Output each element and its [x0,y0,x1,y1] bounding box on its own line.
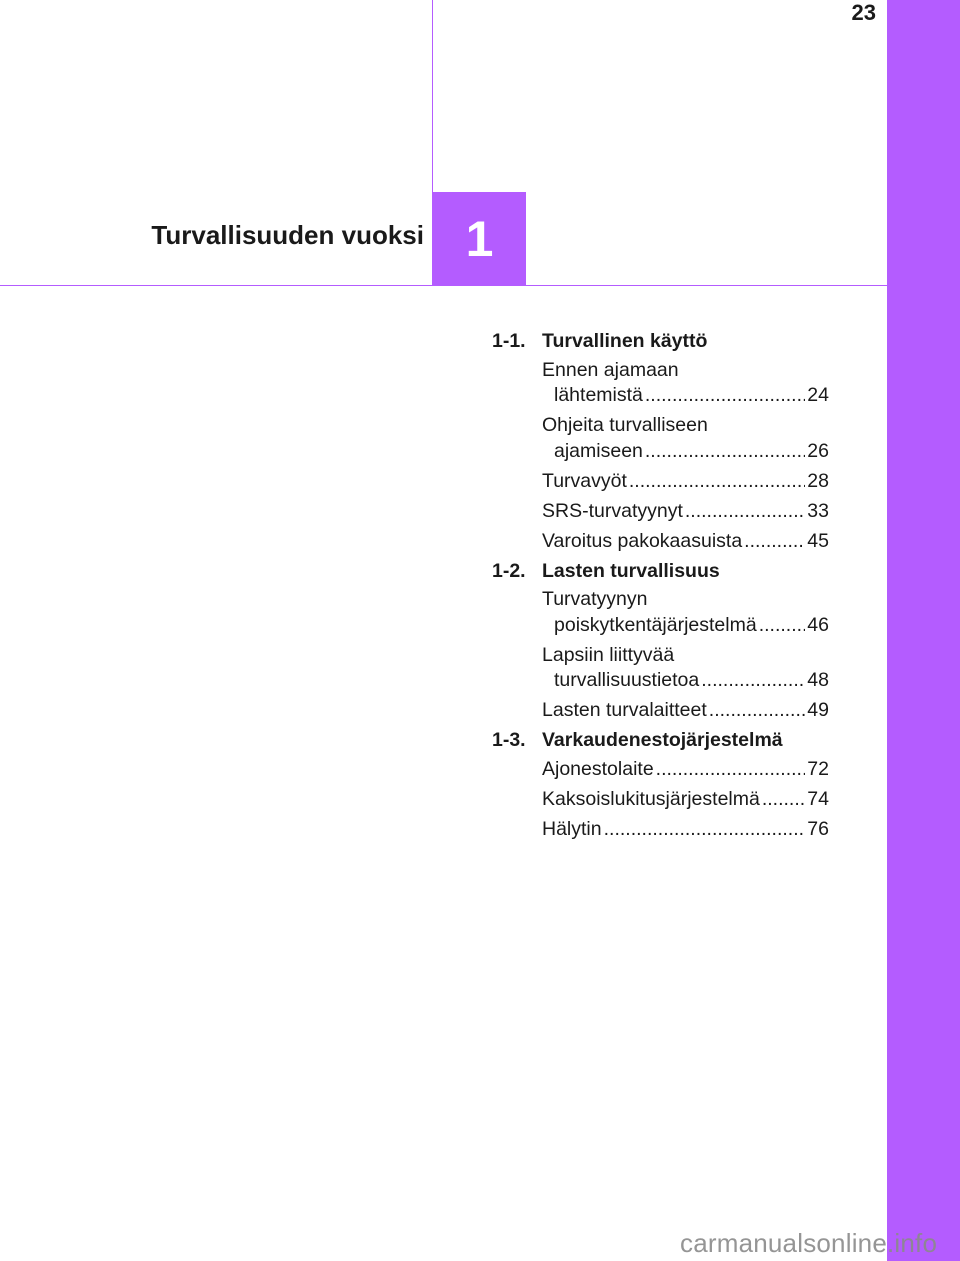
toc-section-number: 1-3. [492,729,526,751]
toc-section [492,329,829,554]
chapter-number-box [433,192,526,285]
toc-entry[interactable] [492,587,829,638]
toc-entry[interactable] [492,413,829,464]
toc-entry-title-line: Turvatyynyn [542,588,648,610]
chapter-title: Turvallisuuden vuoksi [151,220,424,250]
toc-entry[interactable] [492,469,829,495]
toc-entry-title-line: lähtemistä [554,384,643,406]
dot-leader [759,613,806,639]
toc-section-title: Turvallinen käyttö [542,330,708,352]
toc-entry[interactable] [492,817,829,843]
toc-entry-title-line: turvallisuustietoa [554,669,700,691]
toc-entry-page: 48 [807,669,829,691]
dot-leader [762,787,805,813]
toc-entry-title-line: Ennen ajamaan [542,358,679,381]
toc-section [492,559,829,724]
toc-entry[interactable] [492,499,829,525]
dot-leader [604,817,806,843]
toc-entry-page: 72 [807,757,829,780]
toc-section-number: 1-2. [492,559,526,582]
page-number: 23 [851,0,876,25]
chapter-number: 1 [465,210,494,267]
toc-entry-page: 45 [807,529,829,552]
toc-entry-title-line: Turvavyöt [542,469,627,492]
toc-entry-page: 26 [807,439,829,462]
dot-leader [656,757,806,783]
toc-section-title: Varkaudenestojärjestelmä [542,729,783,751]
toc-section-title: Lasten turvallisuus [542,559,720,582]
toc-entry[interactable] [492,787,829,813]
toc-entry-title-line: Hälytin [542,817,602,840]
toc-entry-title-line: SRS-turvatyynyt [542,499,683,522]
toc-entry-page: 74 [807,787,829,810]
toc-entry-page: 46 [807,613,829,636]
toc-section [492,728,829,842]
toc-section-number: 1-1. [492,330,526,352]
chapter-side-tab [887,0,960,1261]
toc-section-heading[interactable] [492,559,829,585]
table-of-contents [492,329,829,847]
dot-leader [645,439,805,465]
toc-entry-page: 33 [807,499,829,522]
toc-entry-title-line: Varoitus pakokaasuista [542,529,743,552]
toc-entry-title-line: Kaksoislukitusjärjestelmä [542,787,760,810]
watermark: carmanualsonline.info [680,1228,938,1258]
dot-leader [709,698,806,724]
toc-entry-page: 28 [807,469,829,492]
dot-leader [629,469,805,495]
toc-entry-title-line: Lasten turvalaitteet [542,699,707,721]
toc-entry-page: 49 [807,699,829,721]
toc-entry[interactable] [492,698,829,724]
toc-entry[interactable] [492,643,829,694]
toc-entry-title-line: Ajonestolaite [542,757,654,780]
toc-entry-title-line: Lapsiin liittyvää [542,643,675,666]
dot-leader [645,383,805,409]
toc-entry[interactable] [492,529,829,555]
toc-entry-page: 76 [807,817,829,840]
toc-entry[interactable] [492,757,829,783]
dot-leader [685,499,805,525]
dot-leader [744,529,805,555]
toc-entry[interactable] [492,358,829,409]
toc-section-heading[interactable] [492,329,829,355]
toc-section-heading[interactable] [492,728,829,754]
toc-entry-title-line: Ohjeita turvalliseen [542,414,708,436]
toc-entry-title-line: poiskytkentäjärjestelmä [554,613,757,636]
toc-entry-page: 24 [807,384,829,406]
toc-entry-title-line: ajamiseen [554,439,643,462]
horizontal-divider [0,285,887,286]
dot-leader [701,668,805,694]
